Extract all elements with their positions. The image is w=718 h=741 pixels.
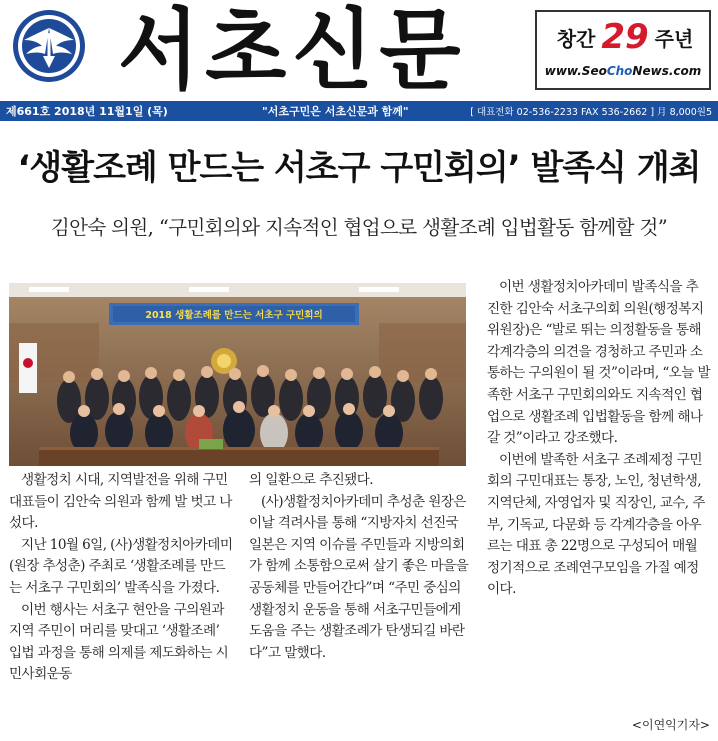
website-link[interactable] <box>537 64 709 78</box>
seocho-emblem-icon <box>10 6 88 86</box>
issue-date: 제661호 2018년 11월1일 (목) <box>6 105 168 118</box>
paragraph: 이번 행사는 서초구 현안을 구의원과 지역 주민이 머리를 맞대고 ‘생활조례’ 입법 과정을 통해 의제를 제도화하는 시민사회운동 <box>9 601 229 683</box>
paragraph: 생활정치 시대, 지역발전을 위해 구민대표들이 김안숙 의원과 함께 발 벗고 나섰다. <box>9 472 232 532</box>
byline: <이연익기자> <box>631 718 710 732</box>
masthead <box>0 0 718 100</box>
article-column-2 <box>249 470 473 664</box>
article-photo <box>9 283 466 466</box>
article-column-3 <box>487 277 710 601</box>
paragraph: 지난 10월 6일, (사)생활정치아카데미(원장 추성춘) 주최로 ‘생활조례를 만드는 서초구 구민회의’ 발족식을 가졌다. <box>9 536 233 596</box>
anniversary-badge <box>535 10 711 90</box>
paragraph: 이번에 발족한 서초구 조례제정 구민회의 구민대표는 통장, 노인, 청년학생, 지역단체, 자영업자 및 직장인, 교수, 주부, 기독교, 다문화 등 각계각층을 아우르는 대표 총 22명으로 구성되어 매월 정기적으로 조례연구모임을 가질 예정이다. <box>487 451 705 598</box>
website-tld: .com <box>668 64 702 78</box>
website-brand-seo: Seo <box>581 64 607 78</box>
issue-contact: [ 대표전화 02-536-2233 FAX 536-2662 ] 月 8,000원5 <box>470 107 712 118</box>
anniversary-prefix: 창간 <box>556 26 596 51</box>
anniversary-suffix: 주년 <box>654 26 694 51</box>
paragraph: 의 일환으로 추진됐다. <box>249 472 373 488</box>
website-brand-cho: Cho <box>606 64 633 78</box>
anniversary-label <box>543 18 707 56</box>
website-part: www. <box>544 64 582 78</box>
website-brand-news: News <box>632 64 669 78</box>
issue-bar <box>0 101 718 121</box>
paragraph: 이번 생활정치아카데미 발족식을 추진한 김안숙 서초구의회 의원(행정복지위원장)은 “발로 뛰는 의정활동을 통해 각계각층의 의견을 경청하고 주민과 소통하는 구의원이 될 것”이라며, “오늘 발족한 서초구 구민회의와도 지속적인 협업으로 생활조례 입법활동을 함께 해나갈 것”이라고 강조했다. <box>487 279 710 447</box>
article-headline: ‘생활조례 만드는 서초구 구민회의’ 발족식 개최 <box>17 148 701 188</box>
article-subhead: 김안숙 의원, “구민회의와 지속적인 협업으로 생활조례 입법활동 함께할 것” <box>50 216 668 239</box>
anniversary-number: 29 <box>601 17 649 57</box>
newspaper-title: 서초신문 <box>118 0 467 102</box>
paragraph: (사)생활정치아카데미 추성춘 원장은 이날 격려사를 통해 “지방자치 선진국 일본은 지역 이슈를 주민들과 지방의회가 함께 소통함으로써 살기 좋은 마을을 공동체를 만들어간다”며 “주민 중심의 생활정치 운동을 통해 서초구민들에게 도움을 주는 생활조례가 탄생되길 바란다”고 말했다. <box>249 493 469 661</box>
photo-banner-text: 2018 생활조례를 만드는 서초구 구민회의 <box>145 310 323 321</box>
article-column-1 <box>9 470 235 686</box>
issue-slogan: "서초구민은 서초신문과 함께" <box>262 105 409 118</box>
